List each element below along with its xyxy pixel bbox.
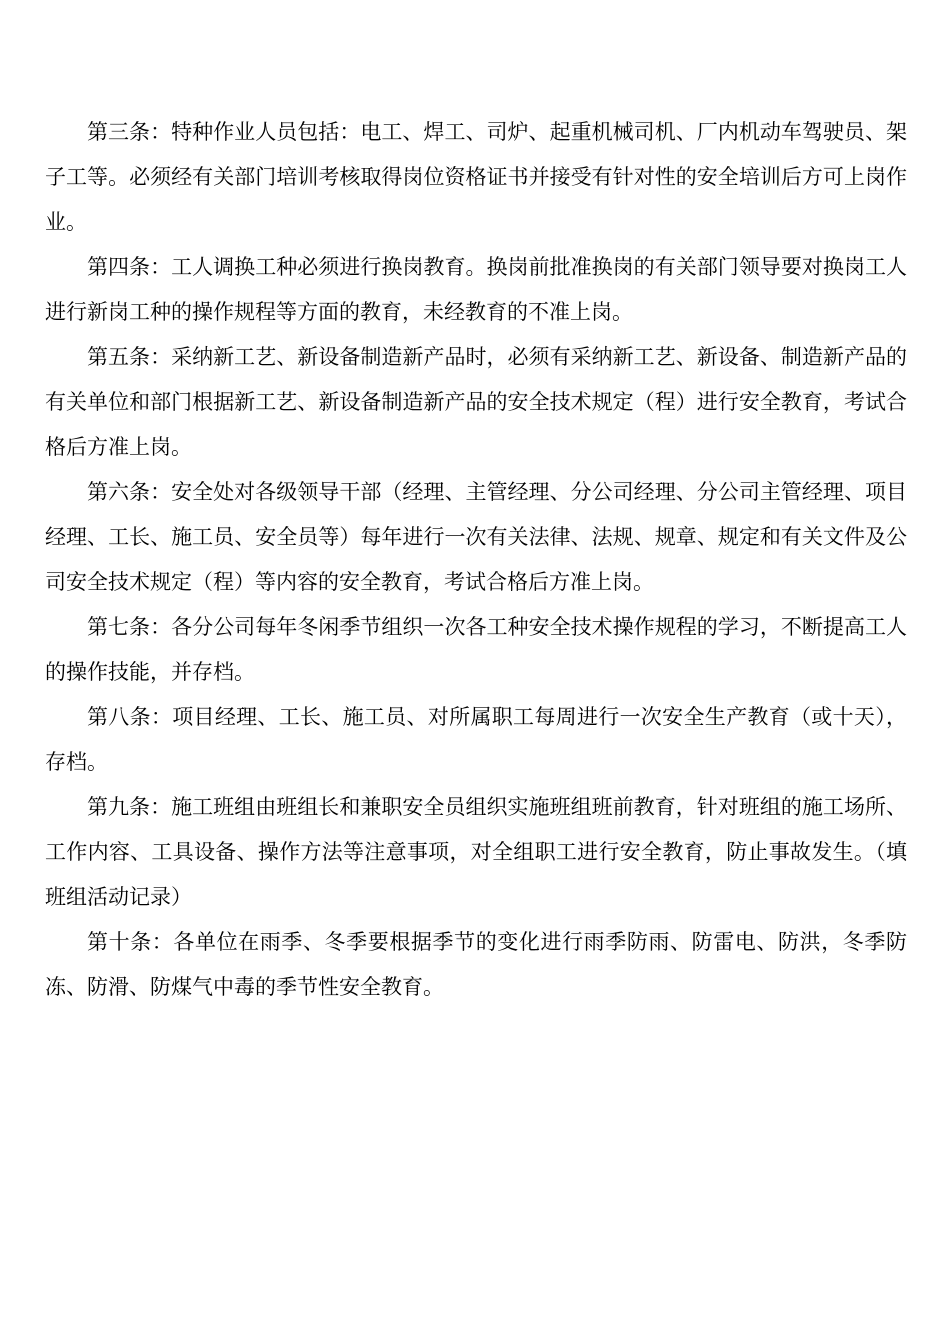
- article-7-paragraph: 第七条：各分公司每年冬闲季节组织一次各工种安全技术操作规程的学习，不断提高工人的操作技能，并存档。: [45, 615, 907, 684]
- article-3-paragraph: 第三条：特种作业人员包括：电工、焊工、司炉、起重机械司机、厂内机动车驾驶员、架子工等。必须经有关部门培训考核取得岗位资格证书并接受有针对性的安全培训后方可上岗作业。: [45, 120, 907, 234]
- document-body: [45, 110, 907, 1010]
- article-6-paragraph: 第六条：安全处对各级领导干部（经理、主管经理、分公司经理、分公司主管经理、项目经理、工长、施工员、安全员等）每年进行一次有关法律、法规、规章、规定和有关文件及公司安全技术规定（程）等内容的安全教育，考试合格后方准上岗。: [45, 480, 907, 594]
- article-10-paragraph: 第十条：各单位在雨季、冬季要根据季节的变化进行雨季防雨、防雷电、防洪，冬季防冻、防滑、防煤气中毒的季节性安全教育。: [45, 930, 907, 999]
- article-9-paragraph: 第九条：施工班组由班组长和兼职安全员组织实施班组班前教育，针对班组的施工场所、工作内容、工具设备、操作方法等注意事项，对全组职工进行安全教育，防止事故发生。（填班组活动记录）: [45, 795, 907, 909]
- article-5-paragraph: 第五条：采纳新工艺、新设备制造新产品时，必须有采纳新工艺、新设备、制造新产品的有关单位和部门根据新工艺、新设备制造新产品的安全技术规定（程）进行安全教育，考试合格后方准上岗。: [45, 345, 907, 459]
- article-8-paragraph: 第八条：项目经理、工长、施工员、对所属职工每周进行一次安全生产教育（或十天），存档。: [45, 705, 907, 774]
- article-4-paragraph: 第四条：工人调换工种必须进行换岗教育。换岗前批准换岗的有关部门领导要对换岗工人进行新岗工种的操作规程等方面的教育，未经教育的不准上岗。: [45, 255, 907, 324]
